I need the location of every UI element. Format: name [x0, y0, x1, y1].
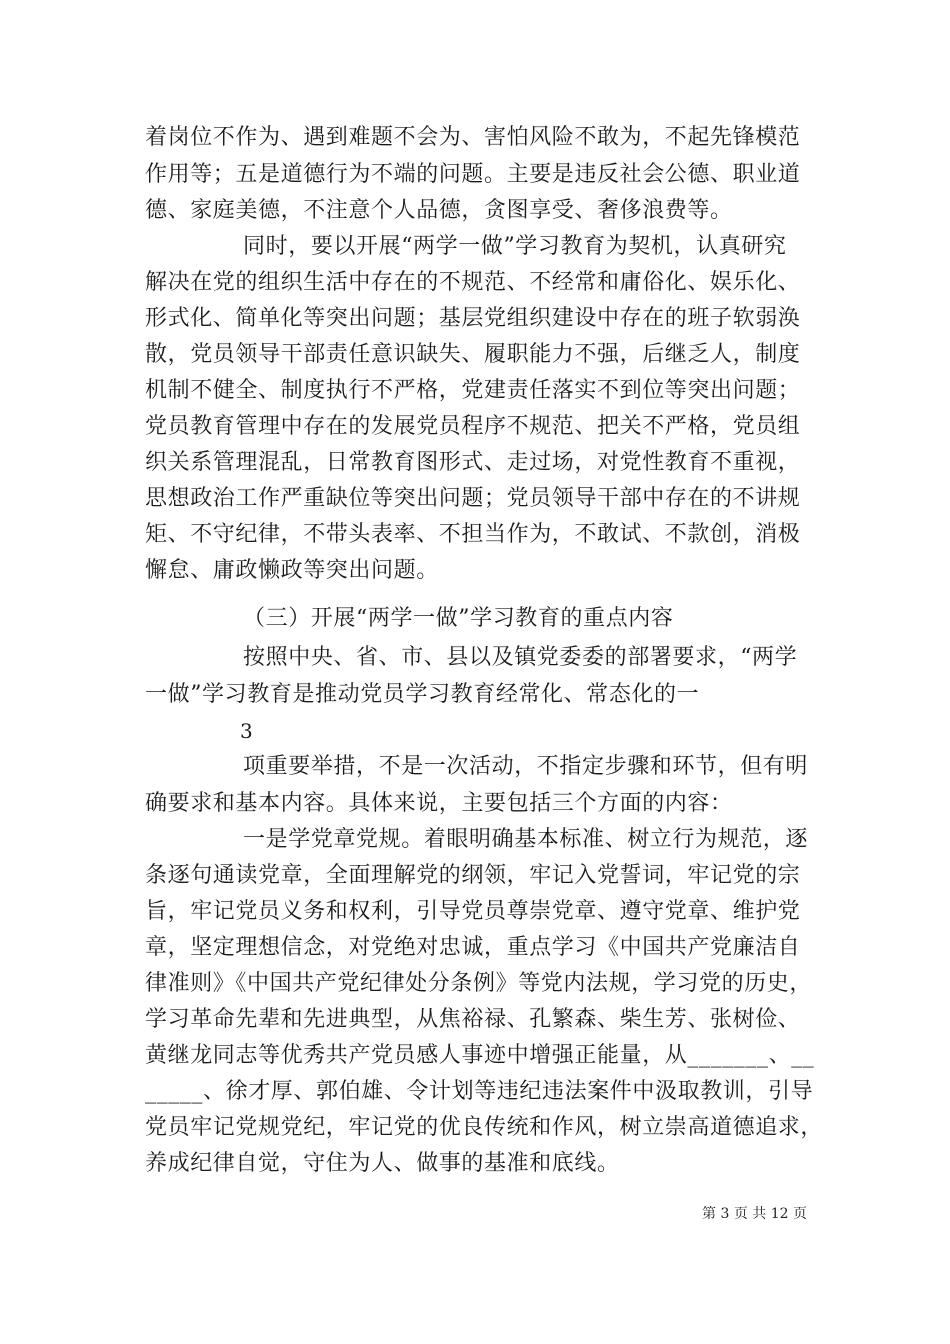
body-text-line: 律准则》《中国共产党纪律处分条例》等党内法规，学习党的历史，: [145, 971, 813, 996]
body-text-line: 解决在党的组织生活中存在的不规范、不经常和庸俗化、娱乐化、: [145, 270, 801, 295]
body-text-line: 矩、不守纪律，不带头表率、不担当作为，不敢试、不款创，消极: [145, 522, 801, 547]
body-text-line: 黄继龙同志等优秀共产党员感人事迹中增强正能量，从_______、__: [145, 1043, 815, 1068]
body-text-line: _____、徐才厚、郭伯雄、令计划等违纪违法案件中汲取教训，引导: [145, 1079, 814, 1104]
body-text-line: 织关系管理混乱，日常教育图形式、走过场，对党性教育不重视，: [145, 450, 801, 475]
paragraph-first-line: 同时，要以开展“两学一做”学习教育为契机，认真研究: [243, 234, 787, 259]
body-text-line: 形式化、简单化等突出问题；基层党组织建设中存在的班子软弱涣: [145, 306, 801, 331]
body-text-line: 章，坚定理想信念，对党绝对忠诚，重点学习《中国共产党廉洁自: [145, 935, 801, 960]
body-text-line: 着岗位不作为、遇到难题不会为、害怕风险不敢为，不起先锋模范: [145, 125, 801, 150]
body-text-line: 一做”学习教育是推动党员学习教育经常化、常态化的一: [145, 682, 700, 707]
body-text-line: 条逐句通读党章，全面理解党的纲领，牢记入党誓词，牢记党的宗: [145, 863, 801, 888]
body-text-line: 作用等；五是道德行为不端的问题。主要是违反社会公德、职业道: [145, 162, 801, 187]
body-text-line: 学习革命先辈和先进典型，从焦裕禄、孔繁森、柴生芳、张树俭、: [145, 1007, 801, 1032]
paragraph-first-line: 按照中央、省、市、县以及镇党委委的部署要求，“两学: [243, 645, 798, 670]
body-text-line: 项重要举措，不是一次活动，不指定步骤和环节，但有明: [243, 754, 809, 779]
body-text-line: 机制不健全、制度执行不严格，党建责任落实不到位等突出问题；: [145, 378, 801, 403]
body-text-line: 旨，牢记党员义务和权利，引导党员尊崇党章、遵守党章、维护党: [145, 899, 801, 924]
section-heading: （三）开展“两学一做”学习教育的重点内容: [243, 606, 674, 631]
body-text-line: 确要求和基本内容。具体来说，主要包括三个方面的内容：: [145, 791, 733, 816]
body-text-line: 思想政治工作严重缺位等突出问题；党员领导干部中存在的不讲规: [145, 486, 801, 511]
page-footer: 第 3 页 共 12 页: [702, 1206, 807, 1222]
body-text-line: 党员教育管理中存在的发展党员程序不规范、把关不严格，党员组: [145, 414, 801, 439]
paragraph-first-line: 一是学党章党规。着眼明确基本标准、树立行为规范，逐: [243, 827, 809, 852]
body-text-line: 懈怠、庸政懒政等突出问题。: [145, 558, 439, 583]
body-text-line: 养成纪律自觉，守住为人、做事的基准和底线。: [145, 1151, 620, 1176]
body-text-line: 党员牢记党规党纪，牢记党的优良传统和作风，树立崇高道德追求，: [145, 1115, 824, 1140]
body-text-line: 德、家庭美德，不注意个人品德，贪图享受、奢侈浪费等。: [145, 198, 733, 223]
page-number: 3: [240, 719, 253, 743]
body-text-line: 散，党员领导干部责任意识缺失、履职能力不强，后继乏人，制度: [145, 342, 801, 367]
